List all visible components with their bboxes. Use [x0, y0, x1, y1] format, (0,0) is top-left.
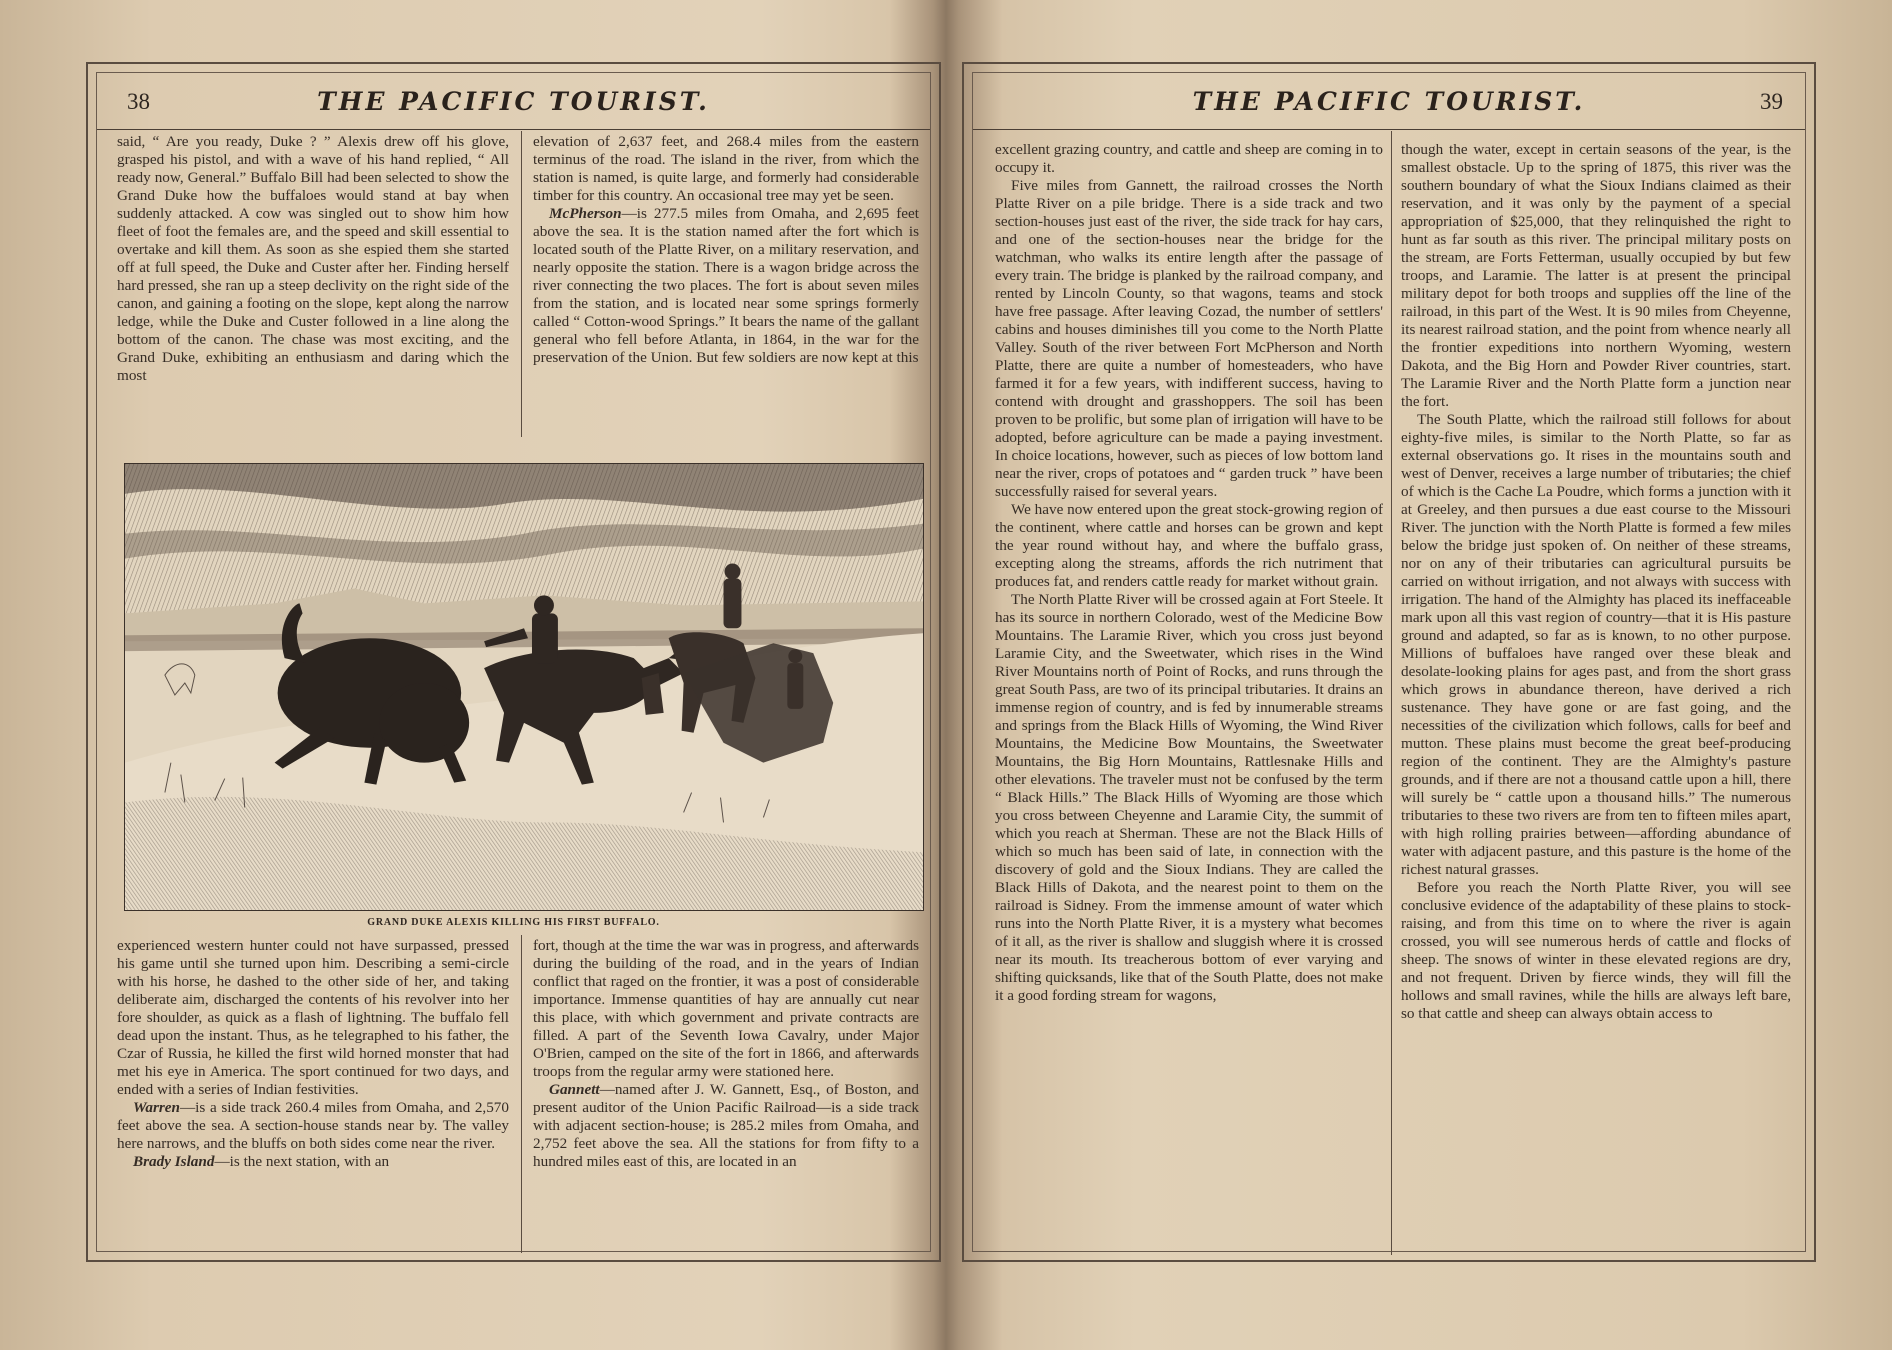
paragraph: elevation of 2,637 feet, and 268.4 miles from the eastern terminus of the road. The island in the river, from which the station is named, is quite large, and formerly had considerable timber for this country. An occasional tree may yet be seen.: [533, 133, 919, 204]
page-number: 38: [127, 89, 150, 114]
station-name: Brady Island: [133, 1153, 215, 1170]
right-column: [1401, 141, 1791, 1253]
paragraph: Brady Island—is the next station, with an: [133, 1153, 390, 1170]
paragraph: excellent grazing country, and cattle and sheep are coming in to occupy it.: [995, 141, 1383, 176]
left-page-header: [97, 79, 930, 125]
column-divider: [521, 131, 522, 437]
illustration-caption: GRAND DUKE ALEXIS KILLING HIS FIRST BUFFALO.: [367, 917, 660, 928]
right-page: [962, 62, 1816, 1262]
paragraph: We have now entered upon the great stock-growing region of the continent, where cattle and horses can be grown and kept the year round without hay, and where the buffalo grass, excepting along the streams, affords the rich nutriment that produces fat, and renders cattle ready for market without grain.: [995, 501, 1383, 590]
right-column-bottom: [533, 937, 919, 1255]
running-title: THE PACIFIC TOURIST.: [317, 87, 710, 116]
left-column: [995, 141, 1383, 1253]
paragraph: Warren—is a side track 260.4 miles from Omaha, and 2,570 feet above the sea. A section-house stands near by. The valley here narrows, and the bluffs on both sides come near the river.: [117, 1099, 509, 1152]
paragraph: though the water, except in certain seasons of the year, is the smallest obstacle. Up to the spring of 1875, this river was the southern boundary of what the Sioux Indians claimed as their reservation, and it was only by the payment of a special appropriation of $25,000, that they relinquished the right to hunt as far south as this river. The principal military posts on the stream, are Forts Fetterman, usually occupied by but few troops, and Laramie. The latter is at present the principal military depot for both troops and supplies off the line of the railroad, in this part of the West. It is 90 miles from Cheyenne, its nearest railroad station, and the point from whence nearly all the frontier expeditions into northern Wyoming, western Dakota, and the Big Horn and Powder River countries, start. The Laramie River and the North Platte form a junction near the fort.: [1401, 141, 1791, 410]
station-name: McPherson: [549, 205, 622, 222]
column-divider: [521, 935, 522, 1253]
left-column-top: [117, 133, 509, 435]
running-title: THE PACIFIC TOURIST.: [1192, 87, 1586, 116]
right-page-header: [973, 79, 1805, 125]
left-column-bottom: [117, 937, 509, 1255]
paragraph: The North Platte River will be crossed again at Fort Steele. It has its source in northern Colorado, west of the Medicine Bow Mountains. The Laramie River, which you cross just beyond Laramie City, and the Sweetwater, which rises in the Wind River Mountains north of Point of Rocks, and runs through the great South Pass, are two of its principal tributaries. It drains an immense region of country, and is fed by innumerable streams and springs from the Black Hills of Wyoming, the Wind River Mountains, the Medicine Bow Mountains, the Sweetwater Mountains, the Big Horn Mountains, Rattlesnake Hills and other elevations. The traveler must not be confused by the term “ Black Hills.” The Black Hills of Wyoming are those which you cross between Cheyenne and Laramie City, the summit of which you reach at Sherman. These are not the Black Hills of which so much has been said of late, in connection with the discovery of gold and the Sioux Indians. They are called the Black Hills of Dakota, and the nearest point to them on the railroad is Sidney. From the immense amount of water which runs into the North Platte River, it is a mystery what becomes of it all, as the river is shallow and sluggish where it is crossed near its mouth. Its treacherous bottom of ever varying and shifting quicksands, like that of the South Platte, does not make it a good fording stream for wagons,: [995, 591, 1383, 1004]
header-rule: [973, 129, 1805, 130]
header-rule: [97, 129, 930, 130]
hunt-scene-image: [125, 464, 923, 910]
paragraph: Before you reach the North Platte River, you will see conclusive evidence of the adaptability of these plains to stock-raising, and from this time on to where the river is again crossed, you will see numerous herds of cattle and flocks of sheep. The snows of winter in these elevated regions are dry, and not frequent. Driven by fierce winds, they will fill the hollows and small ravines, while the hills are always left bare, so that cattle and sheep can always obtain access to: [1401, 879, 1791, 1022]
paragraph: Gannett—named after J. W. Gannett, Esq., of Boston, and present auditor of the Union Pacific Railroad—is a side track with adjacent section-house; is 285.2 miles from Omaha, and 2,752 feet above the sea. All the stations for from fifty to a hundred miles east of this, are located in an: [533, 1081, 919, 1170]
illustration-engraving: [124, 463, 924, 911]
station-name: Warren: [133, 1099, 180, 1116]
station-name: Gannett: [549, 1081, 600, 1098]
column-divider: [1391, 131, 1392, 1255]
paragraph: Five miles from Gannett, the railroad crosses the North Platte River on a pile bridge. There is a side track and two section-houses just east of the river, the side track for hay cars, and one of the section-houses near the bridge for the watchman, who walks its entire length after the passage of every train. The bridge is planked by the railroad company, and rented by Lincoln County, so that wagons, teams and stock have free passage. After leaving Cozad, the number of settlers' cabins and houses diminishes till you come to the North Platte Valley. South of the river between Fort McPherson and North Platte, there are quite a number of homesteaders, who have farmed it for a few years, with indifferent success, having to contend with drought and grasshoppers. The soil has been proven to be prolific, but some plan of irrigation will have to be adopted, before agriculture can be made a paying investment. In choice locations, however, such as pieces of low bottom land near the river, crops of potatoes and “ garden truck ” have been successfully raised for several years.: [995, 177, 1383, 500]
right-page-frame: [972, 72, 1806, 1252]
paragraph: experienced western hunter could not have surpassed, pressed his game until she turned upon him. Describing a semi-circle with his horse, he dashed to the other side of her, and taking deliberate aim, discharged the contents of his revolver into her fore shoulder, as quick as a flash of lightning. The buffalo fell dead upon the instant. Thus, as he telegraphed to his father, the Czar of Russia, he killed the first wild horned monster that had met his eye in America. The sport continued for two days, and ended with a series of Indian festivities.: [117, 937, 509, 1098]
page-number: 39: [1760, 89, 1783, 114]
paragraph: McPherson—is 277.5 miles from Omaha, and 2,695 feet above the sea. It is the station named after the fort which is located south of the Platte River, on a military reservation, and nearly opposite the station. There is a wagon bridge across the river connecting the two places. The fort is about seven miles from the station, and is located near some springs formerly called “ Cotton-wood Springs.” It bears the name of the gallant general who fell before Atlanta, in 1864, in the war for the preservation of the Union. But few soldiers are now kept at this: [533, 205, 919, 366]
paragraph: said, “ Are you ready, Duke ? ” Alexis drew off his glove, grasped his pistol, and with a wave of his hand replied, “ All ready now, General.” Buffalo Bill had been selected to show the Grand Duke how the buffaloes would stand at bay when suddenly attacked. A cow was singled out to show him how fleet of foot the females are, and the speed and skill essential to overtake and kill them. As soon as she espied them she started off at full speed, the Duke and Custer after her. Finding herself hard pressed, she ran up a steep declivity on the right side of the canon, and gaining a footing on the slope, kept along the narrow ledge, while the Duke and Custer followed in a line along the bottom of the canon. The chase was most exciting, and the Grand Duke, exhibiting an enthusiasm and daring which the most: [117, 133, 509, 384]
left-page-frame: [96, 72, 931, 1252]
left-page: [86, 62, 941, 1262]
paragraph: The South Platte, which the railroad still follows for about eighty-five miles, is similar to the North Platte, so far as external observations go. It rises in the mountains south and west of Denver, receives a large number of tributaries; the chief of which is the Cache La Poudre, which forms a junction with it at Greeley, and then pursues a due east course to the Missouri River. The junction with the North Platte is formed a few miles below the bridge just spoken of. On neither of these streams, nor on any of their tributaries can agricultural pursuits be carried on without irrigation, and not always with success with irrigation. The hand of the Almighty has placed its ineffaceable mark upon all this vast region of country—that it is His pasture ground and adapted, so far as is known, to no other purpose. Millions of buffaloes have ranged over these bleak and desolate-looking plains for ages past, and from the short grass which grows in abundance thereon, have derived a rich sustenance. They have gone or are fast going, and the necessities of the civilization which follows, calls for beef and mutton. These plains must become the great beef-producing region of the continent. They are the Almighty's pasture grounds, and if there are not a thousand cattle upon a hill, there will surely be “ cattle upon a thousand hills.” The numerous tributaries to these two rivers are from ten to fifteen miles apart, with high rolling prairies between—affording abundance of water with adjacent pasture, and this pasture is the home of the richest natural grasses.: [1401, 411, 1791, 878]
right-column-top: [533, 133, 919, 435]
paragraph: fort, though at the time the war was in progress, and afterwards during the building of the road, and in the years of Indian conflict that raged on the frontier, it was a post of considerable importance. Immense quantities of hay are annually cut near this place, with which government and private contracts are filled. A part of the Seventh Iowa Cavalry, under Major O'Brien, camped on the site of the fort in 1866, and afterwards troops from the regular army were stationed here.: [533, 937, 919, 1080]
